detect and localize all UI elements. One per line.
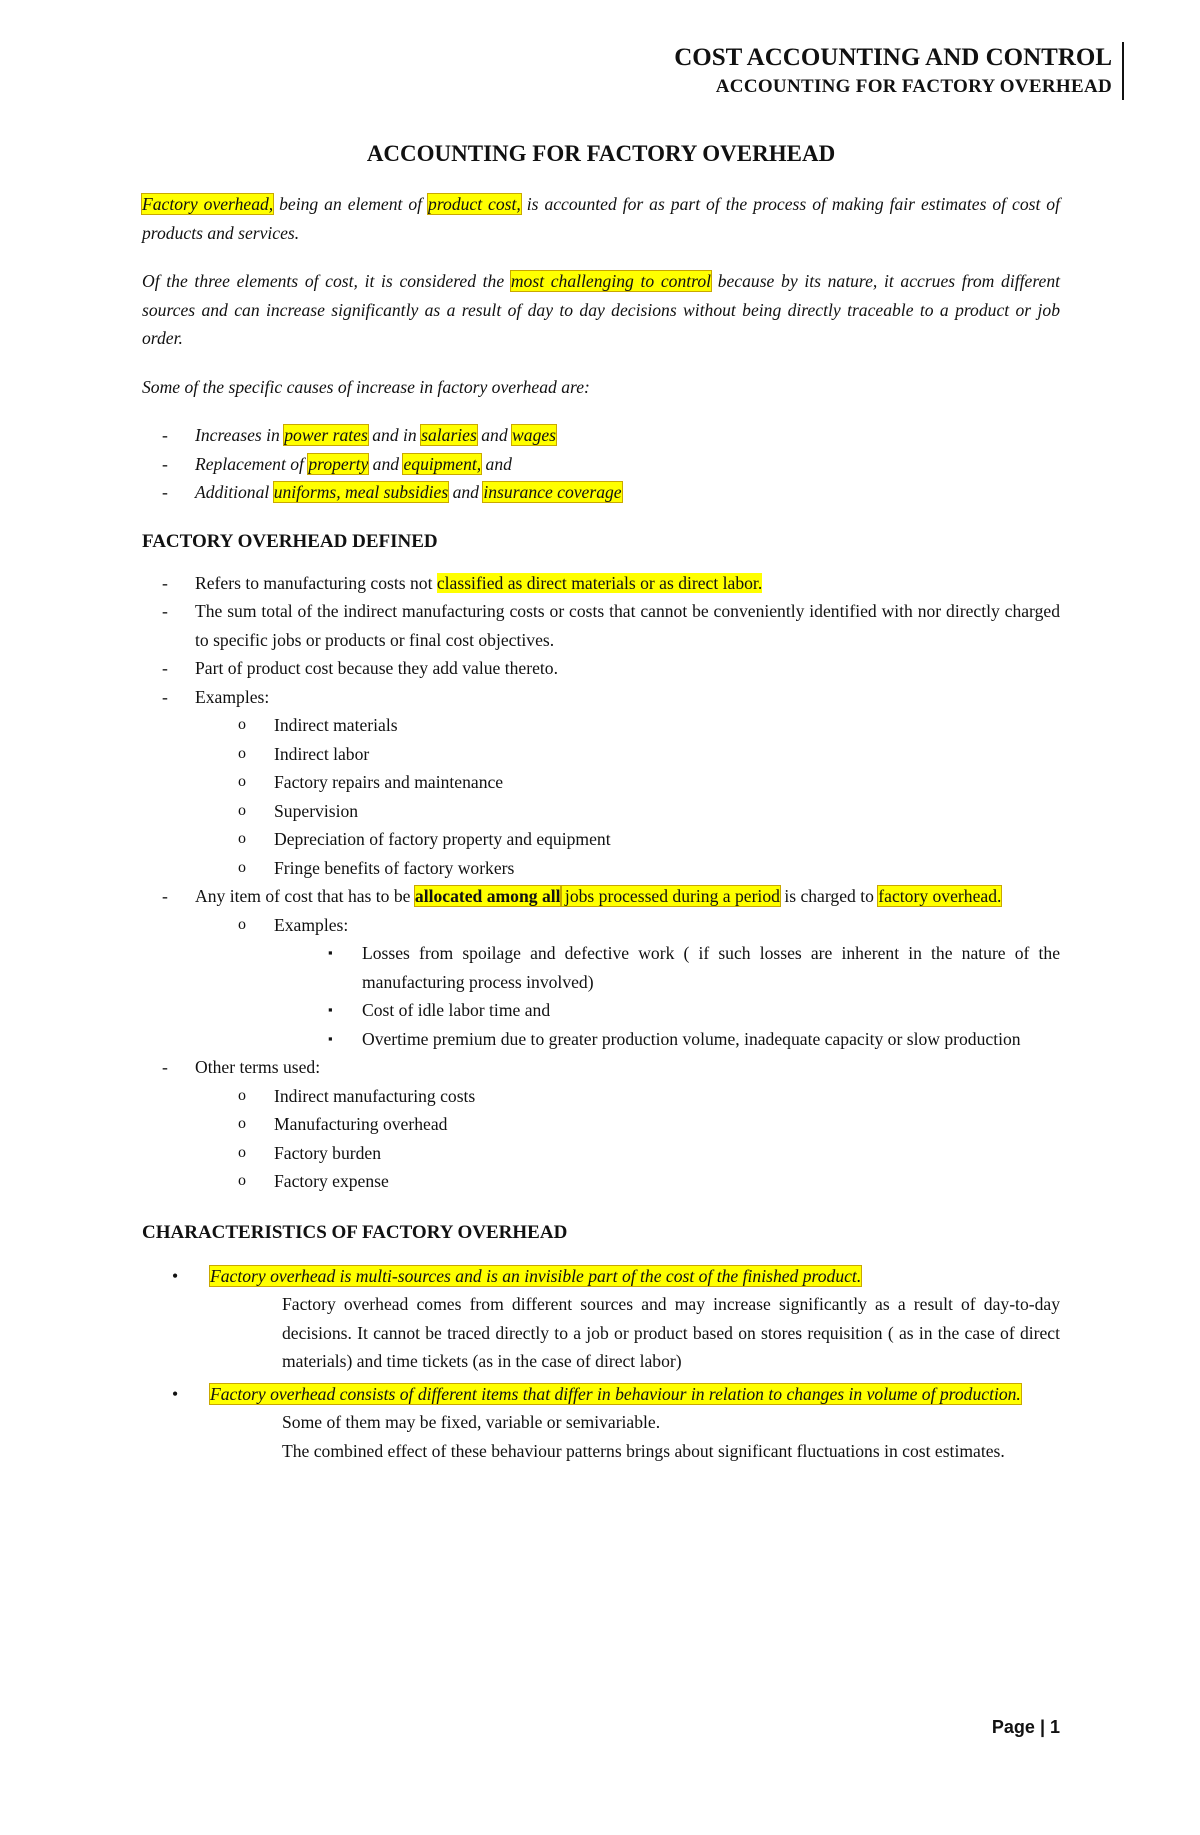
intro-text: because by its nature, it accrues from different sources and can increase significantly as a result of day to day decisions without being directly traceable to a product or job order. bbox=[142, 271, 1061, 348]
square-bullet: ▪ bbox=[328, 945, 333, 960]
page-separator: | bbox=[1034, 1717, 1050, 1737]
list-item bbox=[142, 683, 1060, 712]
circle-bullet: o bbox=[238, 801, 246, 819]
circle-bullet: o bbox=[238, 1172, 246, 1189]
highlight-text: power rates bbox=[284, 425, 368, 445]
characteristic-2-body-1: Some of them may be fixed, variable or semivariable. bbox=[282, 1412, 661, 1432]
list-item bbox=[142, 478, 1060, 507]
circle-bullet: o bbox=[238, 1086, 246, 1104]
circle-bullet: o bbox=[238, 744, 246, 762]
highlight-text: wages bbox=[512, 425, 557, 445]
circle-bullet: o bbox=[238, 773, 246, 790]
list-item bbox=[142, 939, 1060, 996]
list-item bbox=[142, 1380, 1060, 1409]
page-label: Page bbox=[991, 1717, 1035, 1737]
examples-list bbox=[142, 711, 1060, 882]
list-item bbox=[142, 768, 1060, 797]
circle-bullet: o bbox=[238, 915, 246, 933]
item-text: Losses from spoilage and defective work ( if such losses are inherent in the nature of the manufacturing process involved) bbox=[362, 943, 1060, 992]
dash-bullet: - bbox=[162, 482, 168, 502]
document-title: ACCOUNTING FOR FACTORY OVERHEAD bbox=[366, 141, 836, 166]
item-text: Supervision bbox=[274, 800, 359, 821]
list-item bbox=[142, 569, 1060, 598]
item-text: Depreciation of factory property and equipment bbox=[274, 829, 611, 849]
highlight-text: allocated among all bbox=[414, 886, 561, 906]
highlight-text: uniforms, meal subsidies bbox=[273, 482, 449, 502]
list-item bbox=[142, 882, 1060, 911]
circle-bullet: o bbox=[238, 716, 246, 733]
page-footer bbox=[992, 1717, 1060, 1738]
allocated-examples-list bbox=[142, 939, 1060, 1053]
item-text: Indirect manufacturing costs bbox=[274, 1085, 476, 1106]
dash-bullet: - bbox=[162, 425, 168, 445]
other-terms-list bbox=[142, 1053, 1060, 1082]
intro-text: is accounted for as part of the process of making fair estimates of cost of products and services. bbox=[142, 194, 1060, 243]
item-text: and in bbox=[367, 425, 422, 445]
highlight-text: factory overhead. bbox=[878, 886, 1002, 906]
dot-bullet: • bbox=[172, 1265, 179, 1286]
running-header bbox=[674, 42, 1124, 100]
item-text: Cost of idle labor time and bbox=[362, 1000, 551, 1020]
item-text: Any item of cost that has to be bbox=[195, 886, 415, 906]
highlight-text: insurance coverage bbox=[483, 482, 622, 502]
list-item bbox=[142, 1262, 1060, 1291]
highlight-text: equipment, bbox=[403, 453, 482, 474]
characteristics-list bbox=[142, 1262, 1060, 1291]
item-text: and bbox=[476, 425, 513, 445]
dash-bullet: - bbox=[162, 601, 168, 621]
highlight-text: classified as direct materials or as direct labor. bbox=[436, 572, 763, 593]
item-text: Replacement of bbox=[195, 453, 309, 474]
defined-list bbox=[142, 569, 1060, 712]
list-item bbox=[142, 1167, 1060, 1196]
list-item bbox=[142, 1053, 1060, 1082]
allocated-list bbox=[142, 882, 1060, 911]
square-bullet: ▪ bbox=[328, 1030, 333, 1046]
intro-paragraph-3: Some of the specific causes of increase in factory overhead are: bbox=[142, 376, 590, 397]
characteristics-list-2 bbox=[142, 1380, 1060, 1409]
highlight-text: Factory overhead is multi-sources and is an invisible part of the cost of the finished product. bbox=[210, 1265, 862, 1286]
allocated-sub-list bbox=[142, 911, 1060, 940]
square-bullet: ▪ bbox=[328, 1002, 333, 1017]
highlight-text: jobs processed during a period bbox=[560, 886, 780, 906]
list-item bbox=[142, 854, 1060, 883]
intro-paragraph-2 bbox=[142, 267, 1060, 353]
circle-bullet: o bbox=[238, 1115, 246, 1132]
highlight-factory-overhead: Factory overhead, bbox=[142, 194, 274, 214]
list-item bbox=[142, 1139, 1060, 1168]
item-text: Indirect materials bbox=[274, 715, 398, 735]
intro-text: Of the three elements of cost, it is considered the bbox=[142, 271, 511, 291]
item-text: Overtime premium due to greater production volume, inadequate capacity or slow production bbox=[362, 1028, 1021, 1049]
dash-bullet: - bbox=[162, 886, 168, 906]
item-text: The sum total of the indirect manufacturing costs or costs that cannot be conveniently identified with nor directly charged to specific jobs or products or final cost objectives. bbox=[195, 601, 1060, 650]
list-item bbox=[142, 1082, 1060, 1111]
item-text: Manufacturing overhead bbox=[274, 1114, 448, 1134]
circle-bullet: o bbox=[238, 830, 246, 847]
characteristic-2-body-2: The combined effect of these behaviour patterns brings about significant fluctuations in cost estimates. bbox=[282, 1440, 1005, 1461]
dash-bullet: - bbox=[162, 658, 168, 678]
item-text: Factory expense bbox=[274, 1171, 389, 1191]
circle-bullet: o bbox=[238, 858, 246, 876]
list-item bbox=[142, 825, 1060, 854]
list-item bbox=[142, 1025, 1060, 1054]
list-item bbox=[142, 1110, 1060, 1139]
item-text: Fringe benefits of factory workers bbox=[274, 857, 515, 878]
highlight-text: Factory overhead consists of different items that differ in behaviour in relation to changes in volume of production. bbox=[210, 1383, 1021, 1404]
dash-bullet: - bbox=[162, 1057, 168, 1077]
item-text: Refers to manufacturing costs not bbox=[195, 572, 437, 593]
terms-list bbox=[142, 1082, 1060, 1196]
list-item bbox=[142, 911, 1060, 940]
highlight-product-cost: product cost, bbox=[428, 194, 521, 214]
item-text: is charged to bbox=[779, 886, 879, 906]
item-text: Factory repairs and maintenance bbox=[274, 772, 504, 792]
dash-bullet: - bbox=[162, 572, 168, 593]
dot-bullet: • bbox=[172, 1383, 179, 1404]
header-title: COST ACCOUNTING AND CONTROL bbox=[674, 44, 1112, 71]
causes-list bbox=[142, 421, 1060, 507]
item-text: and bbox=[448, 482, 484, 502]
header-subtitle: ACCOUNTING FOR FACTORY OVERHEAD bbox=[715, 76, 1112, 97]
list-item bbox=[142, 421, 1060, 450]
section-heading-characteristics: CHARACTERISTICS OF FACTORY OVERHEAD bbox=[142, 1221, 568, 1243]
item-text: Part of product cost because they add value thereto. bbox=[195, 658, 558, 678]
intro-text: being an element of bbox=[273, 194, 429, 214]
item-text: Other terms used: bbox=[195, 1057, 321, 1077]
list-item bbox=[142, 797, 1060, 826]
item-text: Additional bbox=[195, 482, 274, 502]
list-item bbox=[142, 740, 1060, 769]
highlight-text: salaries bbox=[421, 425, 477, 445]
list-item bbox=[142, 711, 1060, 740]
item-text: Increases in bbox=[195, 425, 285, 445]
item-text: Factory burden bbox=[274, 1142, 381, 1163]
circle-bullet: o bbox=[238, 1143, 246, 1161]
item-text: and bbox=[481, 453, 512, 474]
characteristic-1-body: Factory overhead comes from different sources and may increase significantly as a result of day-to-day decisions. It cannot be traced directly to a job or product based on stores requisition ( as in the case of direct materials) and time tickets (as in the case of direct labor) bbox=[282, 1294, 1060, 1371]
document-body bbox=[142, 140, 1060, 1465]
item-text: Examples: bbox=[274, 914, 349, 935]
list-item bbox=[142, 996, 1060, 1025]
list-item bbox=[142, 450, 1060, 479]
dash-bullet: - bbox=[162, 453, 168, 474]
highlight-text: property bbox=[308, 453, 369, 474]
list-item bbox=[142, 597, 1060, 654]
dash-bullet: - bbox=[162, 686, 168, 707]
intro-paragraph-1 bbox=[142, 190, 1060, 247]
item-text: Indirect labor bbox=[274, 743, 370, 764]
item-text: and bbox=[368, 453, 404, 474]
page-number: 1 bbox=[1049, 1717, 1060, 1737]
section-heading-defined: FACTORY OVERHEAD DEFINED bbox=[142, 530, 438, 552]
item-text: Examples: bbox=[195, 686, 270, 707]
list-item bbox=[142, 654, 1060, 683]
highlight-most-challenging: most challenging to control bbox=[510, 271, 712, 291]
